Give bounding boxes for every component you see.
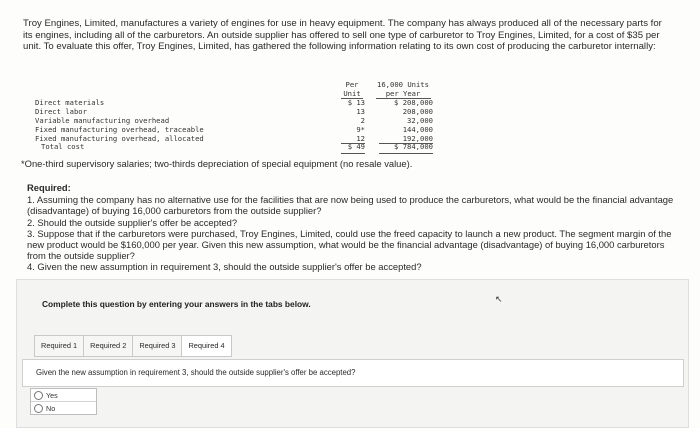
mouse-cursor-icon: ↖ [495,294,503,304]
required-title: Required: [27,182,71,193]
tab-required-4[interactable]: Required 4 [181,335,231,357]
header-per-unit: Per Unit [337,81,367,99]
option-no[interactable] [31,402,96,414]
option-no-label: No [46,403,56,413]
instruction-text: Complete this question by entering your answers in the tabs below. [42,299,311,309]
header-per-year: 16,000 Units per Year [373,81,433,99]
total-row: Total cost $ 49 $ 784,000 [41,142,433,152]
question-text: Given the new assumption in requirement 3, should the outside supplier's offer be accepted? [36,368,356,377]
problem-intro: Troy Engines, Limited, manufactures a variety of engines for use in heavy equipment. The company has always produced all of the necessary parts for its engines, including all of the carburetors. An outside supplier has offered to sell one type of carburetor to Troy Engines, Limited, for a cost of $35 per unit. To evaluate this offer, Troy Engines, Limited, has gathered the following information relating to its own cost of producing the carburetor internally: [23,18,662,53]
tab-required-2[interactable]: Required 2 [83,335,133,357]
question-box [22,359,684,387]
required-section [27,182,677,273]
table-row: Direct materials $ 13 $ 208,000 [35,98,433,107]
answer-options [30,388,97,415]
table-row: Fixed manufacturing overhead, allocated 12 192,000 [35,133,433,143]
requirement-tabs [34,335,231,357]
table-row: Variable manufacturing overhead 2 32,000 [35,115,433,125]
total-rule [341,153,365,154]
cost-table [35,81,445,152]
table-row: Direct labor 13 208,000 [35,106,433,116]
radio-yes[interactable] [34,391,43,400]
radio-no[interactable] [34,404,43,413]
table-row: Fixed manufacturing overhead, traceable 9* 144,000 [35,124,433,134]
total-rule [379,153,433,154]
required-item-2: 2. Should the outside supplier's offer be accepted? [27,216,238,228]
tab-required-3[interactable]: Required 3 [132,335,182,357]
required-item-3: 3. Suppose that if the carburetors were purchased, Troy Engines, Limited, could use the freed capacity to launch a new product. The segment margin of the new product would be $160,000 per year. Given this new assumption, what would be the financial advantage (disadvantage) of buying 16,000 carburetors from the outside supplier? [27,227,672,262]
table-header [35,81,445,99]
option-yes[interactable] [31,389,96,402]
answer-panel [16,279,689,428]
required-item-4: 4. Given the new assumption in requirement 3, should the outside supplier's offer be accepted? [27,261,422,273]
tab-required-1[interactable]: Required 1 [34,335,84,357]
required-item-1: 1. Assuming the company has no alternative use for the facilities that are now being used to produce the carburetors, what would be the financial advantage (disadvantage) of buying 16,000 carburetors from the outside supplier? [27,194,674,217]
footnote: *One-third supervisory salaries; two-thirds depreciation of special equipment (no resale value). [21,158,413,169]
option-yes-label: Yes [46,390,58,400]
